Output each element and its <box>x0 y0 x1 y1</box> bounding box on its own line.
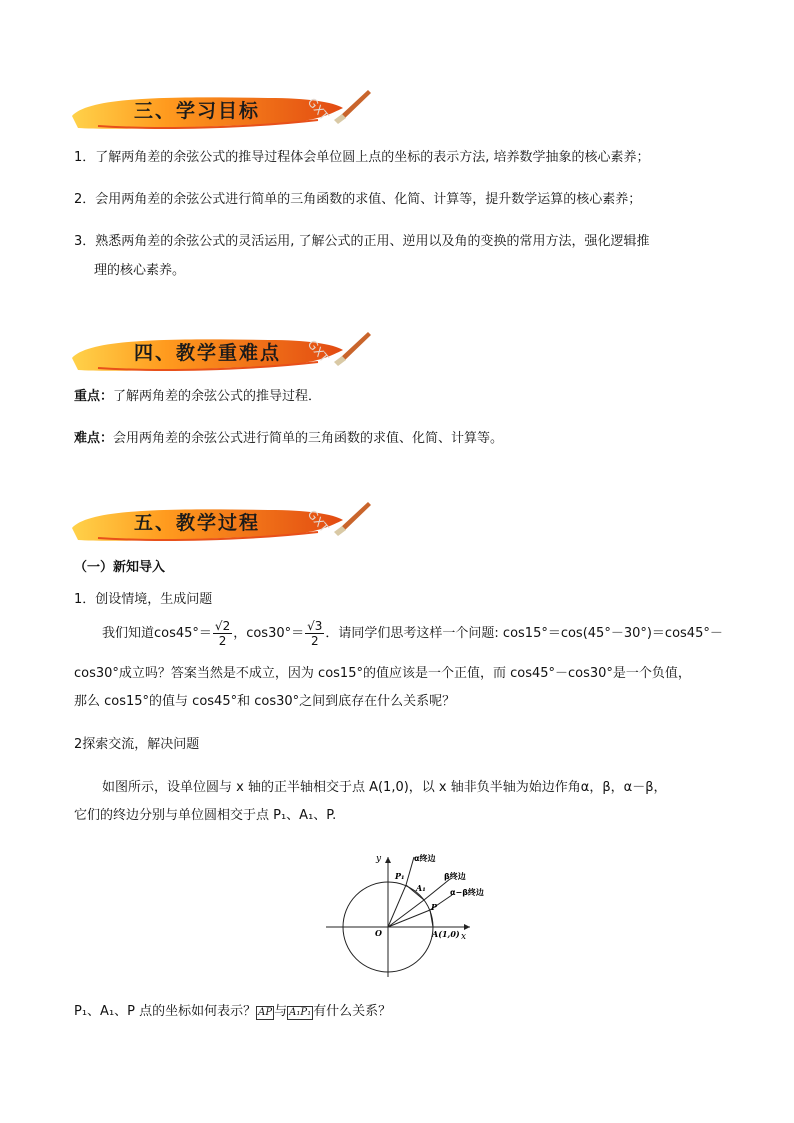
paragraph-2-line-2: 它们的终边分别与单位圆相交于点 P₁、A₁、P. <box>74 808 337 823</box>
para-text: 我们知道cos45°＝ <box>102 626 212 641</box>
question-text: 与 <box>274 1004 288 1019</box>
key-point-line <box>74 387 321 407</box>
question-text: 有什么关系？ <box>313 1004 392 1019</box>
svg-text:GXT: GXT <box>304 95 332 124</box>
y-axis-arrow <box>385 857 391 863</box>
paragraph-1-line-3: 那么 cos15°的值与 cos45°和 cos30°之间到底存在什么关系呢？ <box>74 694 456 709</box>
unit-circle-figure <box>320 845 510 980</box>
key-text: 了解两角差的余弦公式的推导过程． <box>113 389 322 404</box>
section-banner-keypoints <box>68 328 373 378</box>
goal-item-text: 了解两角差的余弦公式的推导过程体会单位圆上点的坐标的表示方法, 培养数学抽象的核心素养； <box>95 150 650 165</box>
step-heading-1: 1．创设情境，生成问题 <box>74 592 213 607</box>
fraction-numerator: √3 <box>307 619 323 633</box>
goal-item-1 <box>74 148 650 168</box>
goal-item-text: 熟悉两角差的余弦公式的灵活运用, 了解公式的正用、逆用以及角的变换的常用方法，强化逻辑推 <box>95 234 650 249</box>
beta-side-label: β终边 <box>444 872 466 881</box>
goal-item-number: 2． <box>74 192 96 207</box>
section-banner-process <box>68 498 373 548</box>
goal-item-2 <box>74 190 641 210</box>
question-line <box>74 1002 391 1022</box>
x-label: x <box>461 932 467 942</box>
key-label: 重点： <box>74 389 114 404</box>
goal-item-3-continued: 理的核心素养。 <box>94 263 186 278</box>
paragraph-1-line-2: cos30°成立吗？答案当然是不成立，因为 cos15°的值应该是一个正值，而 cos45°－cos30°是一个负值， <box>74 666 691 681</box>
para-text: ，cos30°＝ <box>233 626 305 641</box>
fraction-sqrt3-over-2 <box>305 619 324 648</box>
para-text: ．请同学们思考这样一个问题: cos15°＝cos(45°－30°)＝cos45°－ <box>325 626 723 641</box>
subsection-title: （一）新知导入 <box>74 560 166 575</box>
origin-label: O <box>375 928 382 938</box>
y-label: y <box>376 854 382 864</box>
goal-item-number: 3． <box>74 234 96 249</box>
fraction-denominator: 2 <box>310 634 319 648</box>
difficulty-text: 会用两角差的余弦公式进行简单的三角函数的求值、化简、计算等。 <box>113 431 504 446</box>
paragraph-1-line-1 <box>102 614 723 654</box>
question-text: P₁、A₁、P 点的坐标如何表示？ <box>74 1004 257 1019</box>
vector-a1p1-box: A₁P₁ <box>289 1007 312 1018</box>
svg-text:GXT: GXT <box>304 507 332 536</box>
point-a1-label: A₁ <box>416 883 426 893</box>
svg-text:GXT: GXT <box>304 337 332 366</box>
goal-item-3 <box>74 232 650 252</box>
section-title: 三、学习目标 <box>134 100 261 122</box>
goal-item-text: 会用两角差的余弦公式进行简单的三角函数的求值、化简、计算等，提升数学运算的核心素养； <box>95 192 642 207</box>
alpha-side-label: α终边 <box>414 854 436 863</box>
beta-terminal-extension <box>424 879 450 900</box>
fraction-numerator: √2 <box>214 619 231 633</box>
difficulty-label: 难点： <box>74 431 114 446</box>
x-axis-arrow <box>464 924 470 930</box>
difficulty-line <box>74 429 503 449</box>
fraction-sqrt2-over-2 <box>213 619 232 648</box>
point-a-label: A(1,0) <box>432 929 460 939</box>
section-banner-goals <box>68 86 373 136</box>
fraction-denominator: 2 <box>218 634 227 648</box>
step-heading-2: 2探索交流，解决问题 <box>74 737 200 752</box>
section-title: 五、教学过程 <box>134 512 261 534</box>
point-p-label: P <box>431 902 438 912</box>
alpha-minus-beta-side-label: α−β终边 <box>450 888 484 897</box>
vector-ap-box: AP <box>258 1007 273 1018</box>
section-title: 四、教学重难点 <box>134 342 282 364</box>
alpha-terminal-extension <box>406 857 414 885</box>
paragraph-2-line-1: 如图所示，设单位圆与 x 轴的正半轴相交于点 A(1,0)，以 x 轴非负半轴为始边作角α，β，α－β， <box>102 780 667 795</box>
point-p1-label: P₁ <box>395 871 405 881</box>
goal-item-number: 1． <box>74 150 96 165</box>
